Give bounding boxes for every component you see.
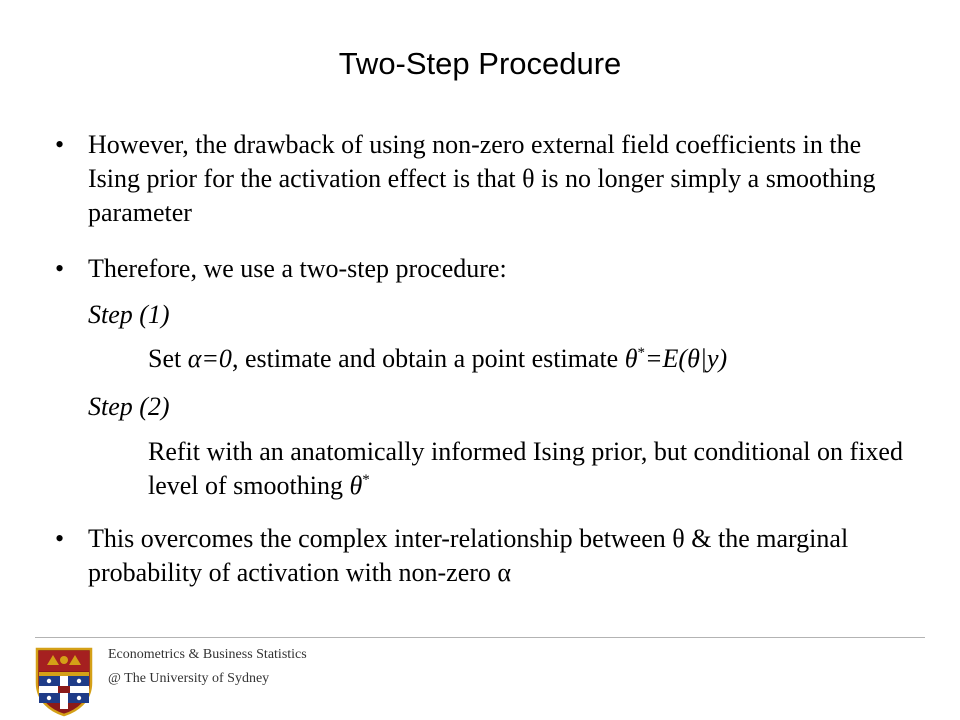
university-crest-logo [33, 645, 95, 717]
step-1-text-estimate: , estimate and obtain a point estimate [231, 344, 625, 373]
bullet-marker: • [55, 130, 65, 159]
step-2-theta: θ [349, 471, 363, 500]
step-2-text: Refit with an anatomically informed Ising prior, but conditional on fixed level of smoothing [148, 437, 903, 500]
bullet-marker: • [55, 254, 65, 283]
step-1-detail [148, 342, 908, 376]
bullet-text-two-step: Therefore, we use a two-step procedure: [88, 254, 507, 283]
step-1-alpha-zero: α=0 [187, 344, 232, 373]
step-1-theta: θ [624, 344, 638, 373]
footer-department: Econometrics & Business Statistics [108, 647, 307, 662]
slide-title: Two-Step Procedure [338, 46, 622, 81]
footer-university: @ The University of Sydney [108, 671, 270, 686]
step-2-label: Step (2) [88, 392, 170, 421]
bullet-marker: • [55, 524, 65, 553]
bullet-text-overcomes: This overcomes the complex inter-relationship between θ & the marginal probability of activation with non-zero α [88, 524, 849, 587]
step-1-star: * [637, 345, 645, 361]
step-1-label: Step (1) [88, 300, 170, 329]
step-1-text-set: Set [148, 344, 188, 373]
footer-divider [35, 637, 925, 638]
step-2-star: * [362, 472, 370, 488]
step-2-detail [148, 435, 908, 503]
bullet-text-drawback: However, the drawback of using non-zero external field coefficients in the Ising prior for the activation effect is that θ is no longer simply a smoothing parameter [88, 130, 876, 227]
step-1-expectation: =E(θ|y) [645, 344, 728, 373]
